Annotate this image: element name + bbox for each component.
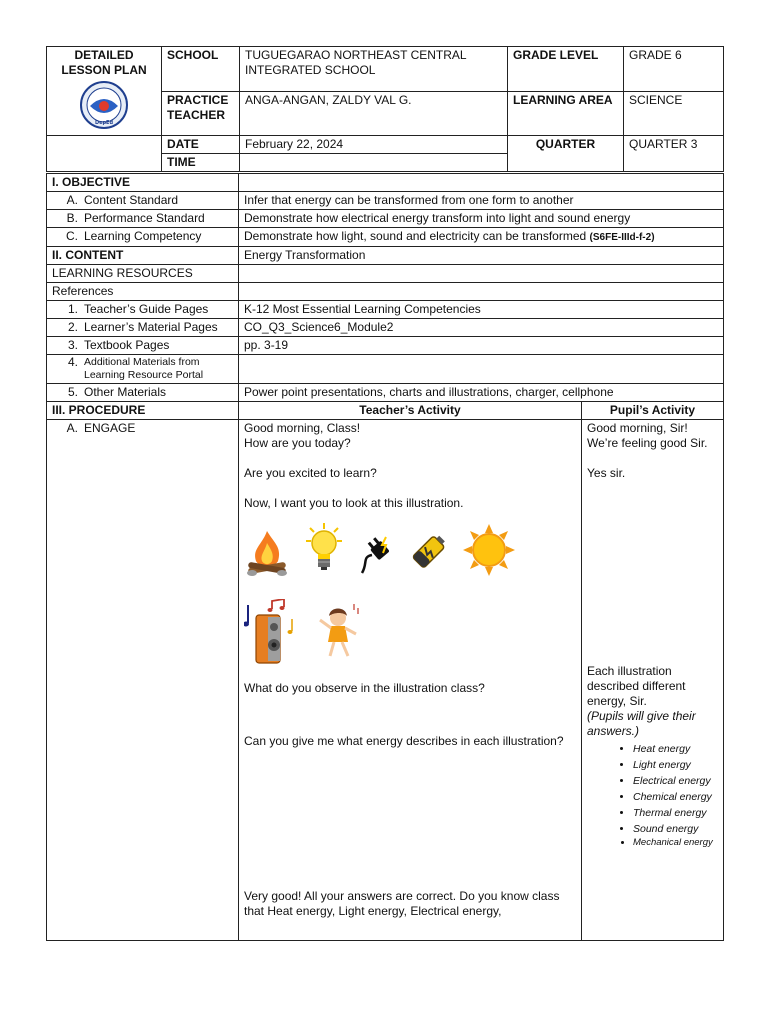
speaker-icon bbox=[244, 599, 302, 665]
logo-text: DepEd bbox=[94, 120, 114, 126]
campfire-icon bbox=[244, 527, 290, 577]
teacher-line: Very good! All your answers are correct. Do you know class that Heat energy, Light energy, Electrical energy, bbox=[244, 889, 560, 918]
list-item: • Light energy bbox=[633, 757, 718, 773]
learning-resources-heading: LEARNING RESOURCES bbox=[47, 265, 239, 283]
pupil-line: Each illustration described different energy, Sir. bbox=[587, 664, 686, 708]
time-value bbox=[240, 154, 508, 172]
resource-value bbox=[239, 355, 724, 384]
resource-value: pp. 3-19 bbox=[239, 337, 724, 355]
performance-standard-label: B. Performance Standard bbox=[47, 210, 239, 228]
learning-competency-value: Demonstrate how light, sound and electricity can be transformed (S6FE-IIId-f-2) bbox=[239, 228, 724, 247]
logo-spacer-cell bbox=[47, 136, 162, 172]
references-label: References bbox=[47, 283, 239, 301]
learning-competency-label: C. Learning Competency bbox=[47, 228, 239, 247]
procedure-heading: III. PROCEDURE bbox=[47, 402, 239, 420]
learning-resources-blank bbox=[239, 265, 724, 283]
teacher-activity-cell bbox=[239, 420, 582, 941]
resource-value: Power point presentations, charts and illustrations, charger, cellphone bbox=[239, 384, 724, 402]
plan-title-cell bbox=[47, 47, 162, 136]
objective-heading-blank bbox=[239, 174, 724, 192]
teacher-line: Can you give me what energy describes in each illustration? bbox=[244, 734, 564, 748]
resource-item: 2. Learner’s Material Pages bbox=[47, 319, 239, 337]
teacher-line: Are you excited to learn? bbox=[244, 466, 377, 480]
content-standard-label: A. Content Standard bbox=[47, 192, 239, 210]
grade-level-label: GRADE LEVEL bbox=[508, 47, 624, 92]
battery-icon bbox=[408, 527, 452, 577]
teacher-line: Now, I want you to look at this illustration. bbox=[244, 496, 464, 510]
electric-plug-icon bbox=[358, 533, 398, 577]
pupil-line: (Pupils will give their answers.) bbox=[587, 709, 696, 738]
deped-logo bbox=[79, 80, 129, 130]
list-item: • Heat energy bbox=[633, 741, 718, 757]
resource-value: CO_Q3_Science6_Module2 bbox=[239, 319, 724, 337]
learning-area-label: LEARNING AREA bbox=[508, 91, 624, 136]
resource-item: 4. Additional Materials from Learning Resource Portal bbox=[47, 355, 239, 384]
pupil-activity-heading: Pupil’s Activity bbox=[582, 402, 724, 420]
teacher-line: Good morning, Class! bbox=[244, 421, 361, 435]
resource-item: 1. Teacher’s Guide Pages bbox=[47, 301, 239, 319]
list-item: • Sound energy bbox=[633, 821, 718, 837]
pupil-activity-cell bbox=[582, 420, 724, 941]
sun-icon bbox=[462, 523, 516, 577]
content-heading: II. CONTENT bbox=[47, 247, 239, 265]
date-value: February 22, 2024 bbox=[240, 136, 508, 154]
grade-level-value: GRADE 6 bbox=[624, 47, 724, 92]
teacher-value: ANGA-ANGAN, ZALDY VAL G. bbox=[240, 91, 508, 136]
school-value: TUGUEGARAO NORTHEAST CENTRAL INTEGRATED SCHOOL bbox=[240, 47, 508, 92]
school-label: SCHOOL bbox=[162, 47, 240, 92]
learning-area-value: SCIENCE bbox=[624, 91, 724, 136]
illustration-row-2 bbox=[244, 597, 576, 667]
dancing-child-icon bbox=[316, 604, 362, 660]
list-item: • Chemical energy bbox=[633, 789, 718, 805]
resource-item: 3. Textbook Pages bbox=[47, 337, 239, 355]
teacher-line: What do you observe in the illustration class? bbox=[244, 681, 485, 695]
teacher-line: How are you today? bbox=[244, 436, 351, 450]
performance-standard-value: Demonstrate how electrical energy transform into light and sound energy bbox=[239, 210, 724, 228]
energy-answer-list bbox=[587, 741, 718, 849]
teacher-activity-heading: Teacher’s Activity bbox=[239, 402, 582, 420]
pupil-line: Good morning, Sir! bbox=[587, 421, 688, 435]
pupil-line: Yes sir. bbox=[587, 466, 626, 480]
header-table bbox=[46, 46, 724, 172]
light-bulb-icon bbox=[300, 521, 348, 577]
lesson-table bbox=[46, 173, 724, 941]
list-item: • Thermal energy bbox=[633, 805, 718, 821]
plan-title: DETAILED LESSON PLAN bbox=[61, 48, 147, 77]
pupil-line: We’re feeling good Sir. bbox=[587, 436, 708, 450]
illustration-row-1 bbox=[244, 519, 576, 577]
quarter-label: QUARTER bbox=[508, 136, 624, 172]
teacher-label: PRACTICE TEACHER bbox=[162, 91, 240, 136]
quarter-value: QUARTER 3 bbox=[624, 136, 724, 172]
list-item: • Electrical energy bbox=[633, 773, 718, 789]
competency-code: (S6FE-IIId-f-2) bbox=[589, 232, 655, 243]
references-blank bbox=[239, 283, 724, 301]
engage-label: A. ENGAGE bbox=[47, 420, 239, 941]
resource-item: 5. Other Materials bbox=[47, 384, 239, 402]
objective-heading: I. OBJECTIVE bbox=[47, 174, 239, 192]
time-label: TIME bbox=[162, 154, 240, 172]
resource-value: K-12 Most Essential Learning Competencies bbox=[239, 301, 724, 319]
date-label: DATE bbox=[162, 136, 240, 154]
content-standard-value: Infer that energy can be transformed from one form to another bbox=[239, 192, 724, 210]
list-item: • Mechanical energy bbox=[633, 837, 718, 849]
content-value: Energy Transformation bbox=[239, 247, 724, 265]
